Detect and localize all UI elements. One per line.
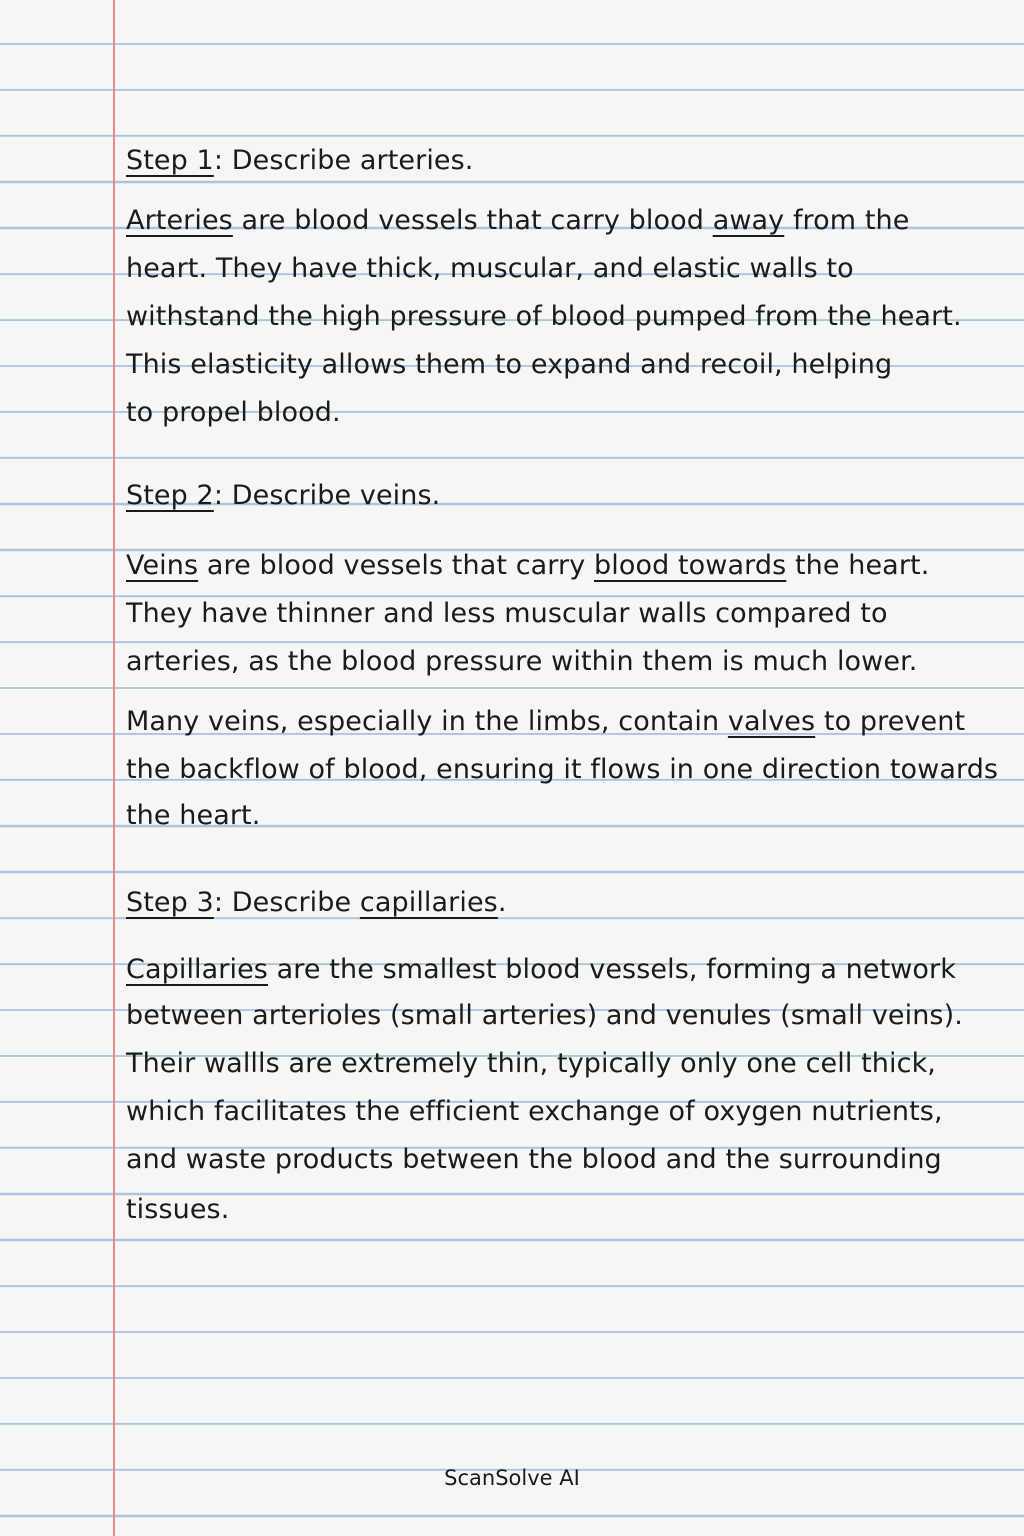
notebook-margin-line <box>113 0 115 1536</box>
step-3-line-3: Their wallls are extremely thin, typically only one cell thick, <box>126 1048 936 1079</box>
step-2-label: Step 2 <box>126 480 214 511</box>
step-3-heading-period: . <box>497 887 507 918</box>
step-2-line-3: arteries, as the blood pressure within them is much lower. <box>126 646 918 677</box>
step-2-line-5: the backflow of blood, ensuring it flows in one direction towards <box>126 754 999 785</box>
step-3-line-2: between arterioles (small arteries) and venules (small veins). <box>126 1000 963 1031</box>
emphasis-valves: valves <box>727 706 816 737</box>
step-1-line-1-text-a: are blood vessels that carry blood <box>241 205 704 236</box>
step-3-label: Step 3 <box>126 887 214 918</box>
term-arteries: Arteries <box>126 205 233 236</box>
step-2-heading-text: Describe veins. <box>231 480 441 511</box>
step-2-line-6: the heart. <box>126 800 261 831</box>
term-capillaries-heading: capillaries <box>359 887 498 918</box>
step-3-heading-text: Describe <box>231 887 352 918</box>
step-1-heading <box>126 144 474 178</box>
step-2-line-4-text-b: to prevent <box>823 706 966 737</box>
scansolve-footer: ScanSolve AI <box>444 1466 580 1490</box>
term-capillaries: Capillaries <box>126 954 268 985</box>
step-1-label: Step 1 <box>126 145 214 176</box>
step-1-line-1 <box>126 204 909 238</box>
step-1-line-4: This elasticity allows them to expand and recoil, helping <box>126 349 893 380</box>
emphasis-blood-towards: blood towards <box>594 550 787 581</box>
step-1-heading-text: Describe arteries. <box>231 145 474 176</box>
step-2-heading <box>126 479 440 513</box>
step-1-line-1-text-b: from the <box>792 205 910 236</box>
step-1-line-3: withstand the high pressure of blood pumped from the heart. <box>126 301 962 332</box>
notebook-page <box>126 0 1006 1536</box>
step-2-line-2: They have thinner and less muscular walls compared to <box>126 598 888 629</box>
step-2-line-4-text-a: Many veins, especially in the limbs, contain <box>126 706 720 737</box>
term-veins: Veins <box>126 550 199 581</box>
step-2-line-1-text-a: are blood vessels that carry <box>206 550 586 581</box>
step-3-colon: : <box>213 887 224 918</box>
step-3-line-5: and waste products between the blood and the surrounding <box>126 1144 942 1175</box>
step-3-line-4: which facilitates the efficient exchange of oxygen nutrients, <box>126 1096 943 1127</box>
step-3-line-1-text-a: are the smallest blood vessels, forming a network <box>276 954 956 985</box>
step-1-line-5: to propel blood. <box>126 397 341 428</box>
step-3-heading <box>126 886 507 920</box>
step-2-line-1 <box>126 549 929 583</box>
step-2-line-4 <box>126 705 965 739</box>
step-2-line-1-text-b: the heart. <box>794 550 930 581</box>
step-3-line-1 <box>126 953 956 987</box>
emphasis-away: away <box>712 205 785 236</box>
step-1-line-2: heart. They have thick, muscular, and elastic walls to <box>126 253 854 284</box>
step-2-colon: : <box>213 480 224 511</box>
step-3-line-6: tissues. <box>126 1194 230 1225</box>
step-1-colon: : <box>213 145 224 176</box>
